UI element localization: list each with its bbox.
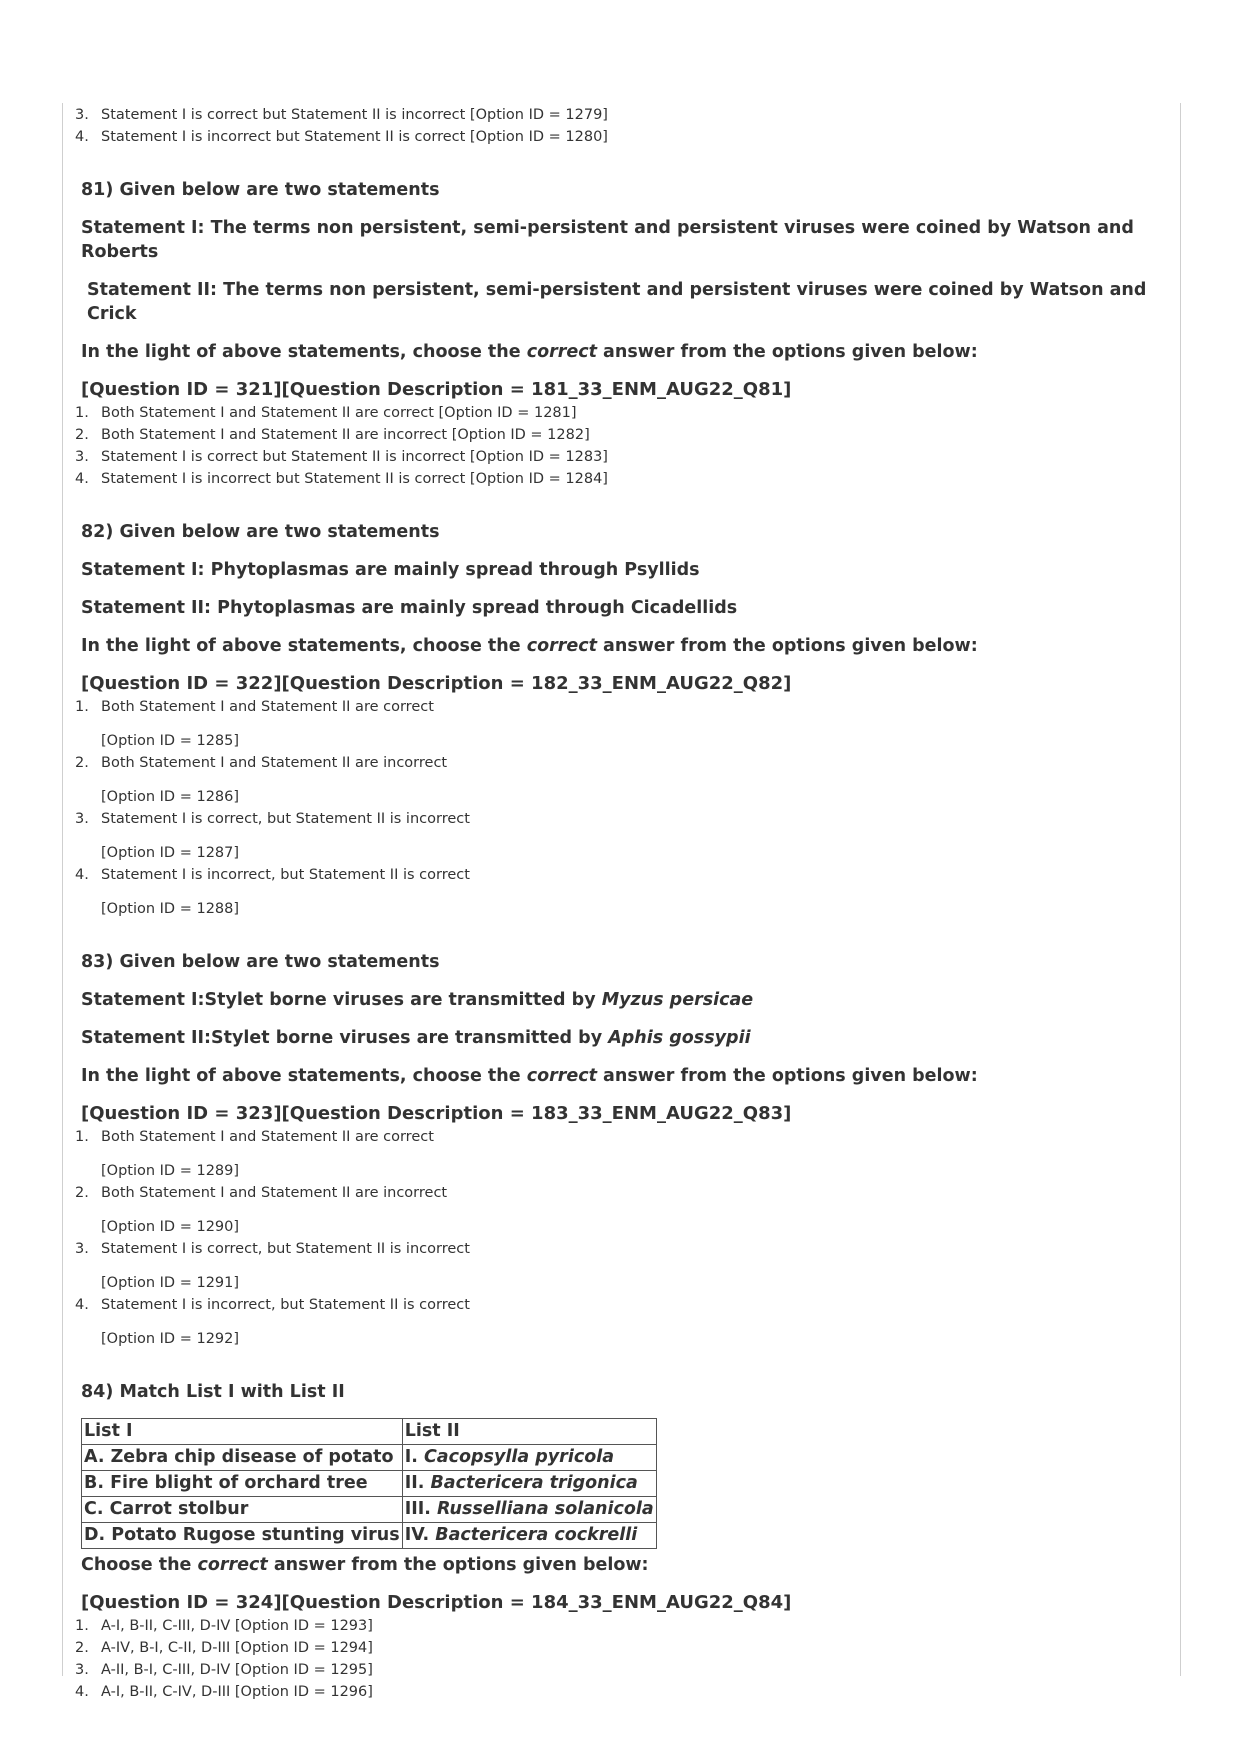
option-item: 1. Both Statement I and Statement II are correct [Option ID = 1281] — [75, 405, 577, 421]
carryover-options — [75, 104, 1175, 148]
instruction: Choose the correct answer from the options given below: — [81, 1555, 649, 1575]
option-item: 2. Both Statement I and Statement II are incorrect — [75, 755, 448, 771]
option-text: Statement I is incorrect but Statement II is correct [Option ID = 1280] — [101, 129, 608, 145]
option-item: 1. A-I, B-II, C-III, D-IV [Option ID = 1293] — [75, 1618, 373, 1634]
option-item: 4. Statement I is incorrect, but Statement II is correct — [75, 1297, 470, 1313]
statement-1: Statement I: Phytoplasmas are mainly spread through Psyllids — [81, 560, 700, 580]
option-id: [Option ID = 1285] — [101, 733, 240, 749]
options-list — [75, 696, 1175, 920]
table-row — [82, 1471, 657, 1497]
option-item: 3. Statement I is correct, but Statement II is incorrect — [75, 811, 470, 827]
table-row — [82, 1523, 657, 1549]
question-83 — [75, 950, 1175, 1350]
options-list — [75, 1615, 1175, 1703]
option-item — [75, 104, 1175, 126]
option-number: 3. — [75, 107, 89, 123]
question-id: [Question ID = 323][Question Description = 183_33_ENM_AUG22_Q83] — [81, 1103, 792, 1124]
option-number: 4. — [75, 129, 89, 145]
instruction: In the light of above statements, choose the correct answer from the options given below: — [81, 342, 978, 362]
table-header-row — [82, 1419, 657, 1445]
table-cell: I. Cacopsylla pyricola — [402, 1445, 656, 1471]
question-title: 82) Given below are two statements — [81, 522, 440, 542]
question-title: 81) Given below are two statements — [81, 180, 440, 200]
question-84 — [75, 1380, 1175, 1703]
option-id: [Option ID = 1289] — [101, 1163, 240, 1179]
question-title: 84) Match List I with List II — [81, 1382, 345, 1402]
question-id: [Question ID = 321][Question Description = 181_33_ENM_AUG22_Q81] — [81, 379, 792, 400]
table-cell: IV. Bactericera cockrelli — [402, 1523, 656, 1549]
question-paper — [75, 104, 1175, 1703]
option-item: 4. A-I, B-II, C-IV, D-III [Option ID = 1296] — [75, 1684, 373, 1700]
option-item: 3. A-II, B-I, C-III, D-IV [Option ID = 1295] — [75, 1662, 373, 1678]
option-item: 2. Both Statement I and Statement II are incorrect — [75, 1185, 448, 1201]
instruction: In the light of above statements, choose the correct answer from the options given below: — [81, 636, 978, 656]
statement-1: Statement I: The terms non persistent, semi-persistent and persistent viruses were coined by Watson and Roberts — [81, 218, 1134, 262]
table-cell: II. Bactericera trigonica — [402, 1471, 656, 1497]
page-border-left — [62, 103, 63, 1676]
instruction: In the light of above statements, choose the correct answer from the options given below: — [81, 1066, 978, 1086]
table-row — [82, 1445, 657, 1471]
option-item: 2. A-IV, B-I, C-II, D-III [Option ID = 1294] — [75, 1640, 373, 1656]
table-header-cell: List I — [82, 1419, 403, 1445]
table-cell: III. Russelliana solanicola — [402, 1497, 656, 1523]
option-text: Statement I is correct but Statement II is incorrect [Option ID = 1279] — [101, 107, 608, 123]
statement-2: Statement II:Stylet borne viruses are transmitted by Aphis gossypii — [81, 1028, 751, 1048]
question-81 — [75, 178, 1175, 490]
option-item: 2. Both Statement I and Statement II are incorrect [Option ID = 1282] — [75, 427, 590, 443]
question-82 — [75, 520, 1175, 920]
question-id: [Question ID = 324][Question Description = 184_33_ENM_AUG22_Q84] — [81, 1592, 792, 1613]
statement-1: Statement I:Stylet borne viruses are transmitted by Myzus persicae — [81, 990, 754, 1010]
table-cell: C. Carrot stolbur — [82, 1497, 403, 1523]
page-border-right — [1180, 103, 1181, 1676]
options-list — [75, 1126, 1175, 1350]
table-cell: B. Fire blight of orchard tree — [82, 1471, 403, 1497]
table-row — [82, 1497, 657, 1523]
option-item: 3. Statement I is correct but Statement II is incorrect [Option ID = 1283] — [75, 449, 608, 465]
option-id: [Option ID = 1286] — [101, 789, 240, 805]
option-id: [Option ID = 1291] — [101, 1275, 240, 1291]
question-id: [Question ID = 322][Question Description = 182_33_ENM_AUG22_Q82] — [81, 673, 792, 694]
option-item: 4. Statement I is incorrect but Statement II is correct [Option ID = 1284] — [75, 471, 608, 487]
option-id: [Option ID = 1292] — [101, 1331, 240, 1347]
statement-2: Statement II: Phytoplasmas are mainly spread through Cicadellids — [81, 598, 738, 618]
option-id: [Option ID = 1290] — [101, 1219, 240, 1235]
option-item: 1. Both Statement I and Statement II are correct — [75, 699, 434, 715]
table-header-cell: List II — [402, 1419, 656, 1445]
option-item: 1. Both Statement I and Statement II are correct — [75, 1129, 434, 1145]
table-cell: A. Zebra chip disease of potato — [82, 1445, 403, 1471]
option-item: 4. Statement I is incorrect, but Statement II is correct — [75, 867, 470, 883]
statement-2: Statement II: The terms non persistent, semi-persistent and persistent viruses were coined by Watson and Crick — [87, 280, 1147, 324]
options-list — [75, 402, 1175, 490]
match-table — [81, 1418, 657, 1549]
option-id: [Option ID = 1287] — [101, 845, 240, 861]
question-title: 83) Given below are two statements — [81, 952, 440, 972]
table-cell: D. Potato Rugose stunting virus — [82, 1523, 403, 1549]
option-item — [75, 126, 1175, 148]
option-id: [Option ID = 1288] — [101, 901, 240, 917]
option-item: 3. Statement I is correct, but Statement II is incorrect — [75, 1241, 470, 1257]
